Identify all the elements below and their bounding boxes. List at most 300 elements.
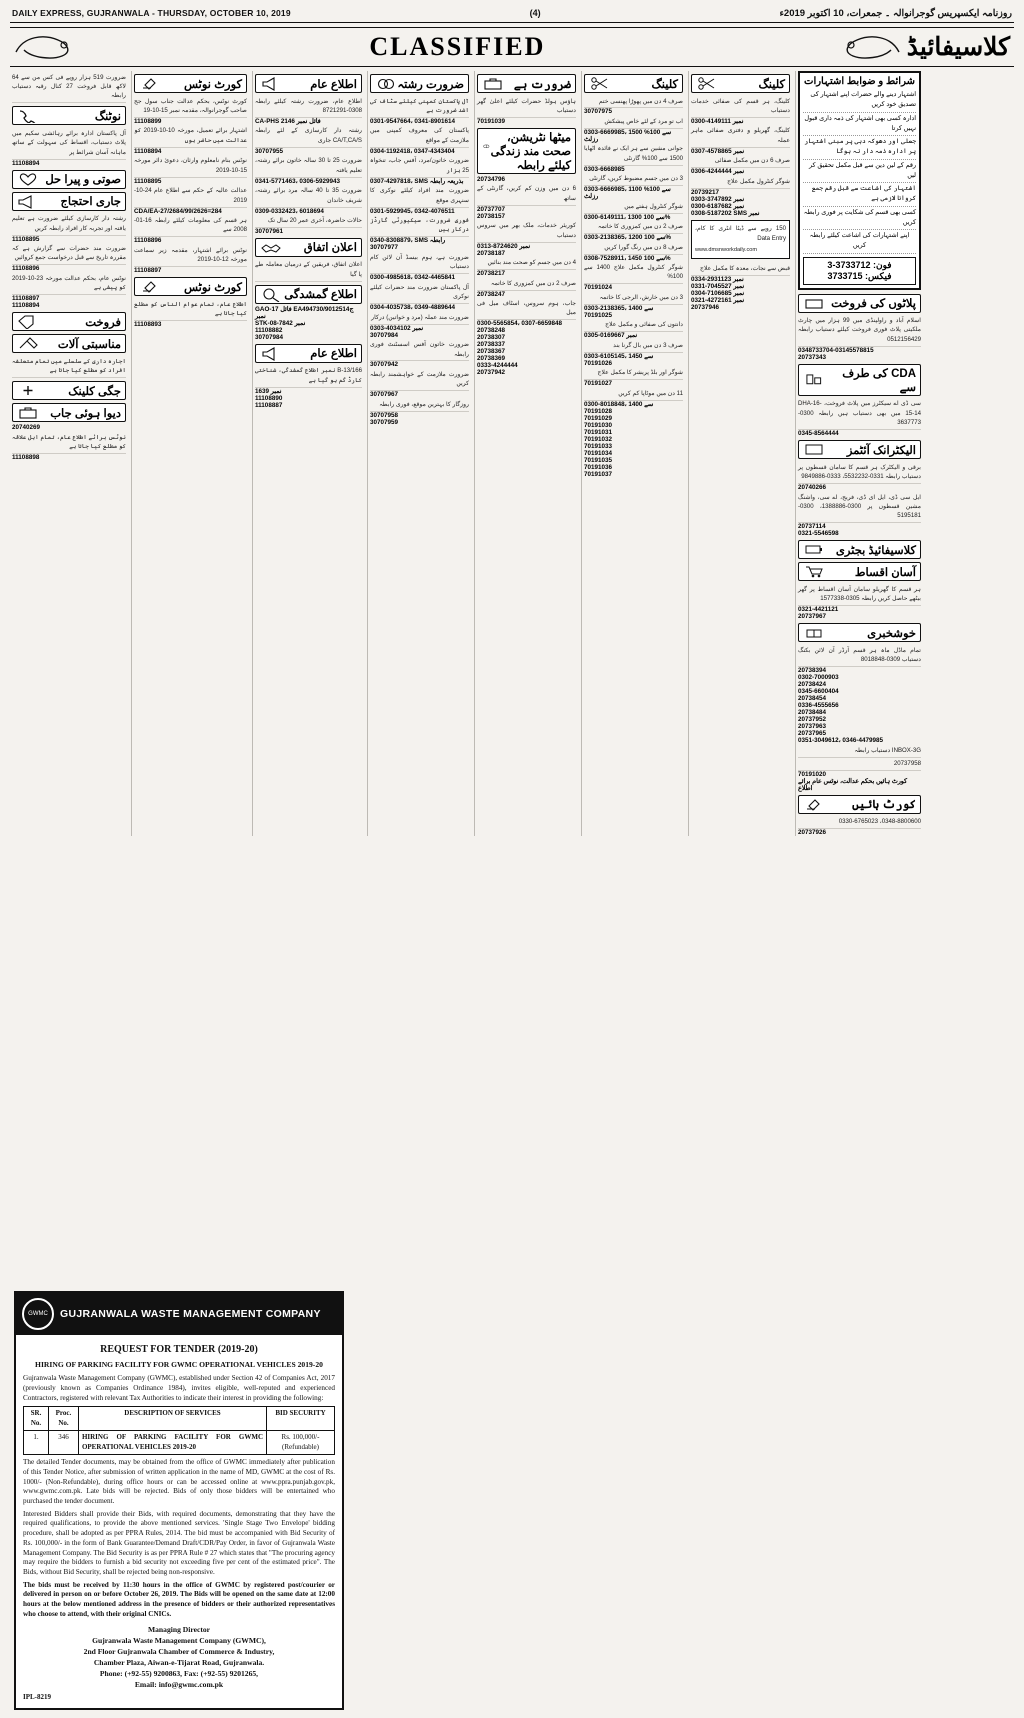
column-7 xyxy=(688,71,792,836)
ad-ref: 70191036 xyxy=(584,463,613,471)
section-header-clinic-2 xyxy=(691,74,790,93)
ad-ref: 11108897 xyxy=(12,295,40,303)
ad-ref: 20738424 xyxy=(798,681,827,689)
ad-ref: 0340-8308879، SMS رابطہ xyxy=(370,237,446,245)
ad-item: برقی و الیکٹرک ہر قسم کا سامان قسطوں پر دستیاب رابطہ 0331-5532232، 0333-9849886 xyxy=(798,461,921,484)
ad-item: صرف 4 دن میں پھوڑا پھنسی ختم xyxy=(584,95,683,108)
ad-item: شوگر کنٹرول مکمل علاج 1400 سے 100% xyxy=(584,262,683,285)
masthead-left: DAILY EXPRESS, GUJRANWALA - THURSDAY, OCTOBER 10, 2019 xyxy=(12,8,291,18)
tender-signatory-address2: Chamber Plaza, Aiwan-e-Tijarat Road, Gujranwala. xyxy=(93,1657,265,1667)
section-header-public-notice xyxy=(255,74,362,93)
ad-ref: 0307-4297818، SMS بذریعہ رابطہ xyxy=(370,177,464,185)
ad-item: شوگر کنٹرول مکمل علاج xyxy=(691,175,790,188)
section-label: ضرورت رشتہ xyxy=(397,78,464,91)
data-entry-ad xyxy=(691,220,790,260)
building-icon xyxy=(803,372,825,387)
ad-item: جاب، ہوم سروس، اسٹاف میل فی میل xyxy=(477,298,576,321)
tender-td-desc: HIRING OF PARKING FACILITY FOR GWMC OPERATIONAL VEHICLES 2019-20 xyxy=(78,1431,266,1455)
ad-ref: 0345-6600404 xyxy=(798,688,839,696)
ad-ref: 11108896 xyxy=(134,237,162,245)
masthead-right-urdu: روزنامہ ایکسپریس گوجرانوالہ ۔ جمعرات، 10 اکتوبر 2019ء xyxy=(779,8,1012,19)
ad-item: صرف 2 دن میں کمزوری کا خاتمہ xyxy=(584,221,683,234)
column-8-right xyxy=(795,71,923,836)
section-label: پلاٹوں کی فروخت xyxy=(831,298,916,310)
ad-item: فوری ضرورت، سیکیورٹی گارڈز درکار ہیں xyxy=(370,215,469,238)
section-label: کلاسیفائیڈ بجٹری xyxy=(835,544,916,557)
ad-ref: 20738337 xyxy=(477,341,506,349)
promo-line: اشتہار دینے والے حضرات اپنے اشتہار کی تصدیق خود کریں xyxy=(803,89,916,113)
ad-item: ہاؤس ہولڈ حضرات کیلئے اعلیٰ گھر دستیاب xyxy=(477,95,576,118)
ad-ref: 0345-8564444 xyxy=(798,430,839,438)
ad-ref: 0303-3747892 نمبر xyxy=(691,195,745,203)
ad-ref: 30707967 xyxy=(370,391,399,399)
ad-ref: 0300-6187682 نمبر xyxy=(691,202,745,210)
ad-ref: 0308-7528911، 1450 سے 100% xyxy=(584,254,671,262)
ad-item: صرف 3 دن میں بال گرنا بند xyxy=(584,339,683,352)
ad-ref: 0305-0169667 نمبر xyxy=(584,332,638,340)
ad-ref: 20737963 xyxy=(798,723,827,731)
ad-ref: 1639 نمبر xyxy=(255,387,282,395)
section-header-job xyxy=(12,403,126,422)
ad-item: اب تو مرد کے لئے خاص پیشکش xyxy=(584,115,683,128)
tender-signatory-company: Gujranwala Waste Management Company (GWMC), xyxy=(92,1635,266,1645)
ad-ref: 11108894 xyxy=(12,302,40,310)
ad-item: اطلاع عام، ضرورت رشتہ کیلئے رابطہ 0308-8721291 xyxy=(255,95,362,118)
ad-item: ضرورت 519 ہزار روپے فی کس من سے 64 لاکھ قابل فروخت 27 کنال رقبہ دستیاب رابطہ xyxy=(12,71,126,103)
ad-ref: 20734796 xyxy=(477,175,506,183)
ad-ref: 0303-2138365، 1200 سے 100% xyxy=(584,234,672,242)
ad-ref: 30707977 xyxy=(370,244,399,252)
ad-item: صرف 8 دن میں رنگ گورا کریں xyxy=(584,241,683,254)
ad-item: کوریئر خدمات، ملک بھر میں سروس دستیاب xyxy=(477,220,576,243)
ad-item: INBOX-3G دستیاب رابطہ xyxy=(798,744,921,757)
clinic-icon xyxy=(17,383,39,398)
gwmc-logo: GWMC xyxy=(22,1298,54,1330)
phone-number-2[interactable]: 3733715 xyxy=(827,270,863,281)
ad-ref: 11108895 xyxy=(12,235,40,243)
tender-intro: Gujranwala Waste Management Company (GWMC), established under Section 42 of Companies Act, 2017 (previously known as Companies Ordinance 1984), invites eligible, well-reputed and experienced Contractors, registered with relevant Tax Authorities to indicate their interest in providing the following: xyxy=(23,1374,335,1402)
page-title-english: CLASSIFIED xyxy=(369,32,546,61)
column-1 xyxy=(10,71,128,836)
column-5 xyxy=(474,71,578,836)
ad-ref: 70191030 xyxy=(584,421,613,429)
ad-ref: 70191031 xyxy=(584,428,613,436)
ad-ref: STK-08-7842 نمبر xyxy=(255,319,306,327)
ad-ref: 20738484 xyxy=(798,709,827,717)
tools-icon xyxy=(17,336,39,351)
section-label: مناسبتی آلات xyxy=(57,338,121,351)
ad-ref: 0334-2931123 نمبر xyxy=(691,275,744,283)
column-6 xyxy=(581,71,685,836)
section-label: ضرورت ہے xyxy=(513,78,571,91)
ad-item: اجارہ داری کے سلسلے میں تمام متعلقہ افراد کو مطلع کیا جاتا ہے xyxy=(12,355,126,378)
promo-phone-block xyxy=(803,257,916,285)
ad-ref: 70191026 xyxy=(584,359,613,367)
section-header-classified-battery xyxy=(798,540,921,559)
gavel-icon xyxy=(139,76,161,91)
ad-ref: 20738187 xyxy=(477,249,506,257)
ad-ref: 0303-2138365، 1400 سے xyxy=(584,304,654,312)
ad-ref: 70191037 xyxy=(584,470,613,478)
promo-line: کسی بھی قسم کی شکایت پر فوری رابطہ کریں xyxy=(803,207,916,231)
ad-item: ضرورت 25 تا 30 سالہ خاتون برائے رشتہ، تعلیم یافتہ xyxy=(255,155,362,178)
gift-icon xyxy=(803,625,825,640)
ad-ref: CA-PHS فائل نمبر 2146 xyxy=(255,117,321,125)
ad-website: www.dmsnworkdaily.com xyxy=(695,247,758,253)
tender-table xyxy=(23,1406,335,1455)
tender-signatory-phone: Phone: (+92-55) 9200863, Fax: (+92-55) 9201265, xyxy=(99,1668,259,1678)
page-number: (4) xyxy=(529,8,541,18)
ad-item: 6 دن میں وزن کم کریں، گارنٹی کے ساتھ xyxy=(477,183,576,206)
ad-item: اطلاع عام، تمام عوام الناس کو مطلع کیا جاتا ہے xyxy=(134,298,247,321)
fax-label: فیکس: xyxy=(865,270,892,281)
ad-ref: کورٹ ہائیں بحکم عدالت، نوٹس عام برائے اطلاع xyxy=(798,777,907,792)
ad-ref: 70191025 xyxy=(584,311,613,319)
classified-columns xyxy=(10,71,1014,836)
tv-icon xyxy=(803,442,825,457)
scissors-icon xyxy=(696,76,718,91)
ad-item: ضرورت مند حضرات سے گزارش ہے کہ مقررہ تاریخ سے قبل درخواست جمع کروائیں xyxy=(12,243,126,266)
ad-item: ضرورت خاتون آفس اسسٹنٹ فوری رابطہ xyxy=(370,339,469,362)
tender-ipl-code: IPL-8219 xyxy=(23,1692,51,1701)
tender-signatory-email[interactable]: Email: info@gwmc.com.pk xyxy=(134,1679,224,1689)
ad-ref: 30707984 xyxy=(370,331,399,339)
ad-ref: 70191039 xyxy=(477,117,506,125)
ad-ref: 20740266 xyxy=(798,484,827,491)
ad-ref: GAO-17 فائل EA494730/ج9012514 نمبر xyxy=(255,305,354,320)
ad-ref: 11108890 xyxy=(255,394,283,402)
ad-ref: 70191034 xyxy=(584,449,613,457)
terms-promo-box xyxy=(798,71,921,290)
section-header-good-news xyxy=(798,623,921,642)
tender-signatory-title: Managing Director xyxy=(147,1624,211,1634)
phone-number-1[interactable]: 3733712-3 xyxy=(827,259,871,270)
ad-item: 3 دن میں جسم مضبوط کریں، گارنٹی xyxy=(584,173,683,186)
ad-ref: 20737343 xyxy=(798,353,827,361)
ad-ref: 70191035 xyxy=(584,456,613,464)
ad-item: 150 روپے سے ڈیٹا انٹری کا کام، Data Entry xyxy=(695,225,786,242)
ad-ref: 20738454 xyxy=(798,695,827,703)
ad-ref: 0303-4034102 نمبر xyxy=(370,324,424,332)
ad-item: قبض سے نجات، معدہ کا مکمل علاج xyxy=(691,262,790,275)
tender-th-srno: SR. No. xyxy=(24,1407,49,1431)
ad-ref: 70191027 xyxy=(584,380,613,388)
ad-ref: 0301-9547664، 0341-8901614 xyxy=(370,117,456,125)
promo-line: ادارہ کسی بھی اشتہار کی ذمہ داری قبول نہیں کرتا xyxy=(803,113,916,137)
section-label: خوشخبری xyxy=(867,627,916,640)
section-label: کورٹ ہائیں xyxy=(852,799,916,812)
ad-ref: 0300-6149111، 1300 سے 100% xyxy=(584,213,671,221)
ad-item: کلینگ، ہر قسم کی صفائی خدمات دستیاب xyxy=(691,95,790,118)
capsule-icon xyxy=(482,143,491,158)
ad-item: آل پاکستان ضرورت مند حضرات کیلئے نوکری xyxy=(370,281,469,304)
ad-item: رشتہ دار کارسازی کے لئے رابطہ CA/T,CA/S جاری xyxy=(255,125,362,148)
tender-th-desc: DESCRIPTION OF SERVICES xyxy=(78,1407,266,1431)
tender-signature xyxy=(23,1624,335,1690)
tender-para-3: The bids must be received by 11:30 hours in the office of GWMC by registered post/courier or delivered in person on or before October 26, 2019. The Bids will be opened on the same date at 12:00 hours at the below mentioned address in the presence of bidders or their authorized representatives who choose to attend, with their original CNICs. xyxy=(23,1580,335,1618)
section-label: کورٹ نوٹس xyxy=(184,78,242,91)
cart-icon xyxy=(803,564,825,579)
ad-ref: 11108894 xyxy=(134,147,162,155)
ad-item: دانتوں کی صفائی و مکمل علاج xyxy=(584,319,683,332)
ad-ref: 30707958 xyxy=(370,411,399,419)
section-label: کلینگ xyxy=(651,78,678,91)
promo-title: شرائط و ضوابط اشتہارات xyxy=(804,76,915,87)
phone-icon xyxy=(17,108,39,123)
megaphone-icon xyxy=(260,76,282,91)
tender-td-bidsecurity: Rs. 100,000/- (Refundable) xyxy=(267,1431,335,1455)
ad-item: ہر قسم کی معلومات کیلئے رابطہ 16-01-2008 سے xyxy=(134,215,247,238)
section-label: CDA کی طرف سے xyxy=(842,367,916,394)
section-header-tools xyxy=(12,334,126,353)
ad-ref: 20739217 xyxy=(691,188,720,196)
ad-ref: 11108899 xyxy=(134,117,162,125)
ad-ref: 11108893 xyxy=(134,321,162,329)
section-label: اطلاع عام xyxy=(310,348,357,361)
ad-ref: 20738157 xyxy=(477,212,506,220)
ad-item: نوٹس برائے اشتہار، مقدمہ زیر سماعت مورخہ 12-10-2019 xyxy=(134,244,247,267)
column-2 xyxy=(131,71,249,836)
ad-ref: 20738247 xyxy=(477,290,506,298)
section-header-protest xyxy=(12,192,126,211)
ad-ref: 0309-0332423، 6018694 xyxy=(255,207,324,215)
ad-ref: 0306-4244444 نمبر xyxy=(691,168,745,176)
ad-ref: 0348733704-03145578815 xyxy=(798,346,874,354)
section-header-wanted-match xyxy=(370,74,469,93)
heart-icon xyxy=(17,172,39,187)
tender-th-bidsecurity: BID SECURITY xyxy=(267,1407,335,1431)
tender-para-2: Interested Bidders shall provide their Bids, with required documents, demonstrating that they have the required qualifications, to provide the above mentioned services. 'Single Stage Two Envelope' bidding procedure, shall be adopted as per PPRA Rules, 2014. The bid must be accompanied with Bid Security of Rs. 100,000/- in the form of Bank Guarantee/Demand Draft/CDR/Pay Order, in favor of Gujranwala Waste Management Company. The Bid Security is as per PPRA Rule # 27 which states that "The procuring agency may require the bidders to furnish a bid security not exceeding five per cent of the estimated price". The Bids, without Bid Security, shall be rejected being non-responsive. xyxy=(23,1509,335,1576)
ad-ref: 20737942 xyxy=(477,369,506,377)
ad-item: جوانی مشین سے ہر ایک نے فائدہ اٹھایا 1500 سے 100% گارنٹی xyxy=(584,143,683,166)
tender-signatory-address1: 2nd Floor Gujranwala Chamber of Commerce & Industry, xyxy=(83,1646,275,1656)
tender-subtitle: HIRING OF PARKING FACILITY FOR GWMC OPERATIONAL VEHICLES 2019-20 xyxy=(35,1359,323,1369)
tender-title: REQUEST FOR TENDER (2019-20) xyxy=(100,1344,258,1356)
section-label: اعلان اتفاق xyxy=(303,242,357,255)
ad-ref: 11108887 xyxy=(255,401,283,409)
section-header-agreement xyxy=(255,238,362,257)
masthead-rule xyxy=(10,22,1014,23)
ad-item: ہر قسم کا گھریلو سامان آسان اقساط پر گھر بیٹھے حاصل کریں رابطہ 0305-1577338 xyxy=(798,583,921,606)
ad-item: صرف 6 دن میں مکمل صفائی xyxy=(691,155,790,168)
ad-item: 3 دن میں خارش، الرجی کا خاتمہ xyxy=(584,291,683,304)
battery-icon xyxy=(803,542,825,557)
ad-item: سی ڈی اے سیکٹرز میں پلاٹ فروخت، DHA-16-15-14 میں بھی دستیاب ہیں رابطہ 0300-3637773 xyxy=(798,398,921,430)
section-header-nutrition xyxy=(477,128,576,174)
section-header-plots xyxy=(798,294,921,313)
ad-ref: 0341-5771463، 0306-5929943 xyxy=(255,177,341,185)
ad-ref: 20737114 xyxy=(798,523,826,531)
ad-item: صرف 2 دن میں کمزوری کا خاتمہ xyxy=(477,277,576,290)
ad-ref: 0304-7106685 نمبر xyxy=(691,289,745,297)
section-label: کورٹ نوٹس xyxy=(184,281,242,294)
section-label: اطلاع گمشدگی xyxy=(284,289,357,302)
section-label: نوٹنگ xyxy=(94,110,121,123)
section-header-clinic xyxy=(12,381,126,400)
section-header-lost xyxy=(255,285,362,304)
table-row xyxy=(24,1431,335,1455)
ad-ref: 11108896 xyxy=(12,265,40,273)
section-label: الیکٹرانک آئٹمز xyxy=(846,444,916,457)
ad-item: ضرورت ملازمت کے خواہشمند رابطہ کریں xyxy=(370,368,469,391)
ad-ref: 0333-4244444 xyxy=(477,362,518,370)
section-label: دیوا ہوئی جاب xyxy=(50,407,121,420)
section-header-electronics xyxy=(798,440,921,459)
ad-ref: 0321-4421121 xyxy=(798,606,839,614)
promo-line: اشتہار کی اشاعت سے قبل رقم جمع کروانا لازمی ہے xyxy=(803,183,916,207)
ad-item: 4 دن میں جسم کو صحت مند بنائیں xyxy=(477,257,576,270)
tender-td-procno: 346 xyxy=(49,1431,79,1455)
ad-item: 0348-8800600، 0330-6765023 xyxy=(798,816,921,829)
ad-item: اشتہار برائے تعمیل، مورخہ 10-10-2019 کو عدالت میں حاضر ہوں xyxy=(134,125,247,148)
ad-ref: 20738248 xyxy=(477,327,506,335)
ad-item: ضرورت خاتون/مرد، آفس جاب، تنخواہ 25 ہزار xyxy=(370,155,469,178)
tender-advertisement xyxy=(14,1291,344,1710)
ad-ref: 70191032 xyxy=(584,435,613,443)
ad-ref: 0307-4578865 نمبر xyxy=(691,147,745,155)
ad-item: شوگر کنٹرول ہفتے میں xyxy=(584,200,683,213)
ad-ref: 70191020 xyxy=(798,770,827,778)
ad-ref: 20737965 xyxy=(798,730,827,738)
title-band xyxy=(10,27,1014,67)
ad-ref: 0303-6105145، 1450 سے xyxy=(584,352,654,360)
page-title-urdu: کلاسیفائیڈ xyxy=(906,33,1010,61)
column-3 xyxy=(252,71,364,836)
ad-ref: 20738307 xyxy=(477,334,506,342)
ad-item: نوٹس بنام نامعلوم وارثان، دعویٰ دائر مورخہ 15-10-2019 xyxy=(134,155,247,178)
ad-item: عدالت عالیہ کے حکم سے اطلاع عام 24-10-2019 xyxy=(134,185,247,208)
ad-ref: 0331-7045527 نمبر xyxy=(691,282,745,290)
ad-ref: 20737946 xyxy=(691,303,720,311)
ad-ref: 20737967 xyxy=(798,613,827,621)
ad-ref: 20737952 xyxy=(798,716,827,724)
ad-ref: 0300-5565854، 0307-6659848 xyxy=(477,320,563,328)
ad-ref: 0303-6669985، 1500 سے 100% رزلٹ xyxy=(584,128,672,143)
ad-ref: 0300-4149111 نمبر xyxy=(691,117,744,125)
ad-item: ضرورت مند عملہ (مرد و خواتین) درکار xyxy=(370,311,469,324)
ad-ref: 70191028 xyxy=(584,407,613,415)
section-header-sale xyxy=(12,312,126,331)
ad-item: ایل سی ڈی، ایل ای ڈی، فریج، اے سی، واشنگ مشین قسطوں پر 0300-1388886، 0300-5195181 xyxy=(798,491,921,523)
job-icon xyxy=(17,405,39,420)
ad-ref: 11108897 xyxy=(134,267,162,275)
ad-ref: 20738217 xyxy=(477,270,506,278)
ad-item: 11 دن میں موٹاپا کم کریں xyxy=(584,387,683,400)
ad-ref: 20740269 xyxy=(12,424,41,432)
ad-ref: 0301-5929945، 0342-4076511 xyxy=(370,207,455,215)
logo-left xyxy=(14,32,78,62)
section-label: فروخت xyxy=(85,316,121,329)
ad-ref: 70191024 xyxy=(584,284,613,292)
tender-header xyxy=(16,1293,342,1335)
ad-item: 20737958 xyxy=(798,758,921,771)
ad-item: نوٹس برائے اطلاع عام، تمام اہل علاقہ کو مطلع کیا جاتا ہے xyxy=(12,431,126,454)
ad-item: B-13/166 نمبر اطلاع گمشدگی، شناختی کارڈ گم ہو گیا ہے xyxy=(255,365,362,388)
ad-item: روزگار کا بہترین موقع، فوری رابطہ xyxy=(370,398,469,411)
ad-ref: 30707961 xyxy=(255,227,284,235)
ad-item: اسلام آباد و راولپنڈی میں 99 ہزار میں چارٹ ملکیتی پلاٹ فوری فروخت کیلئے دستیاب رابطہ 0512156429 xyxy=(798,315,921,347)
ad-ref: 20737707 xyxy=(477,205,506,213)
ad-ref: 0302-7000903 xyxy=(798,674,839,682)
ad-ref: 0313-8724620 نمبر xyxy=(477,242,531,250)
ad-ref: 30707984 xyxy=(255,333,284,341)
ad-ref: 70191033 xyxy=(584,442,613,450)
ad-item: تمام ماڈل ماہ ہر قسم آرڈر آن لائن بکنگ دستیاب 0309-8018848 xyxy=(798,644,921,667)
ad-ref: 70191029 xyxy=(584,414,613,422)
ad-item: کلینگ، گھریلو و دفتری صفائی ماہر عملہ xyxy=(691,125,790,148)
ad-ref: 30707942 xyxy=(370,361,399,369)
ad-ref: 11108898 xyxy=(12,454,40,461)
ad-ref: 20738394 xyxy=(798,667,827,675)
ad-ref: 20738367 xyxy=(477,348,506,356)
bullhorn-icon xyxy=(17,194,39,209)
ad-item: پاکستان کی معروف کمپنی میں ملازمت کے مواقع xyxy=(370,125,469,148)
tender-para-1: The detailed Tender documents, may be obtained from the office of GWMC immediately after publication of this Tender Notice, after submission of written application in the name of MD, GWMC at the cost of Rs. 1000/- (Non-Refundable), during office hours or can be accessed online at www.ppra.punjab.gov.pk, www.gwmc.com.pk. Late bids will be rejected. Bids of only those bidders will be entertained who purchased the tender document. xyxy=(23,1458,335,1505)
phone-label: فون: xyxy=(873,259,892,270)
section-label: کلینگ xyxy=(758,78,785,91)
ad-ref: 0308-5187202 SMS نمبر xyxy=(691,209,760,217)
scissors-icon xyxy=(589,76,611,91)
column-4 xyxy=(367,71,471,836)
ad-item: شوگر اور بلڈ پریشر کا مکمل علاج xyxy=(584,367,683,380)
section-header-installments xyxy=(798,562,921,581)
tender-company-name: GUJRANWALA WASTE MANAGEMENT COMPANY xyxy=(60,1308,321,1321)
ad-item: ضرورت 35 تا 40 سالہ مرد برائے رشتہ، شریف خاندان xyxy=(255,185,362,208)
ad-item: حالات حاضرہ، آخری عمر 20 سال تک xyxy=(255,215,362,228)
section-label: صوتی و پیرا حل xyxy=(45,174,121,187)
rings-icon xyxy=(375,76,397,91)
ad-ref: 30707955 xyxy=(255,147,284,155)
ad-ref: 0321-4272161 نمبر xyxy=(691,296,745,304)
ad-ref: 0303-6666985، 1100 سے 100% رزلٹ xyxy=(584,186,671,201)
ad-ref: 30707975 xyxy=(584,108,613,116)
lost-icon xyxy=(260,287,282,302)
ad-ref: 20738369 xyxy=(477,355,506,363)
section-header-court-notice xyxy=(134,74,247,93)
ad-item: رشتہ دار کارسازی کیلئے ضرورت ہے تعلیم یافتہ اور تجربہ کار افراد رابطہ کریں xyxy=(12,213,126,236)
briefcase-icon xyxy=(482,76,504,91)
section-label: اطلاع عام xyxy=(310,78,357,91)
tender-th-procno: Proc. No. xyxy=(49,1407,79,1431)
ad-item: ضرورت مند افراد کیلئے نوکری کا سنہری موقع xyxy=(370,185,469,208)
ad-ref: 0304-1192418، 0347-4343404 xyxy=(370,147,455,155)
section-label: جاری احتجاج xyxy=(60,196,121,209)
section-header-jobs xyxy=(477,74,576,93)
ad-ref: 30707959 xyxy=(370,418,399,426)
promo-note: اپنے اشتہارات کی اشاعت کیلئے رابطہ کریں xyxy=(803,230,916,254)
section-header-heart xyxy=(12,170,126,189)
ad-ref: 0300-4985618، 0342-4465841 xyxy=(370,274,456,282)
section-header-court-right xyxy=(798,795,921,814)
ad-ref: CDA/EA-27/2684/99/2626=284 xyxy=(134,207,222,215)
megaphone-icon xyxy=(260,346,282,361)
section-label: آسان اقساط xyxy=(854,566,916,579)
ad-ref: 11108894 xyxy=(12,159,40,167)
masthead xyxy=(10,8,1014,22)
ad-ref: 0304-4035738، 0349-4889644 xyxy=(370,304,456,312)
section-header-clinic-1 xyxy=(584,74,683,93)
ad-ref: 20737926 xyxy=(798,829,827,837)
ad-item: آل پاکستان ادارہ برائے رہائشی سکیم میں پلاٹ دستیاب، اقساط کی سہولت کے ساتھ ماہانہ آسان شرائط پر xyxy=(12,127,126,159)
promo-line: جعلی اور دھوکہ دہی پر مبنی اشتہار پر ادارہ ذمہ دار نہ ہوگا xyxy=(803,136,916,160)
section-header-nawting xyxy=(12,106,126,125)
gavel-icon xyxy=(139,279,161,294)
section-header-public-notice-2 xyxy=(255,344,362,363)
ad-ref: 0303-6668985 xyxy=(584,165,625,173)
tender-td-srno: 1. xyxy=(24,1431,49,1455)
ad-ref: 0300-8018848، 1400 سے xyxy=(584,400,654,408)
ad-ref: 11108882 xyxy=(255,326,283,334)
